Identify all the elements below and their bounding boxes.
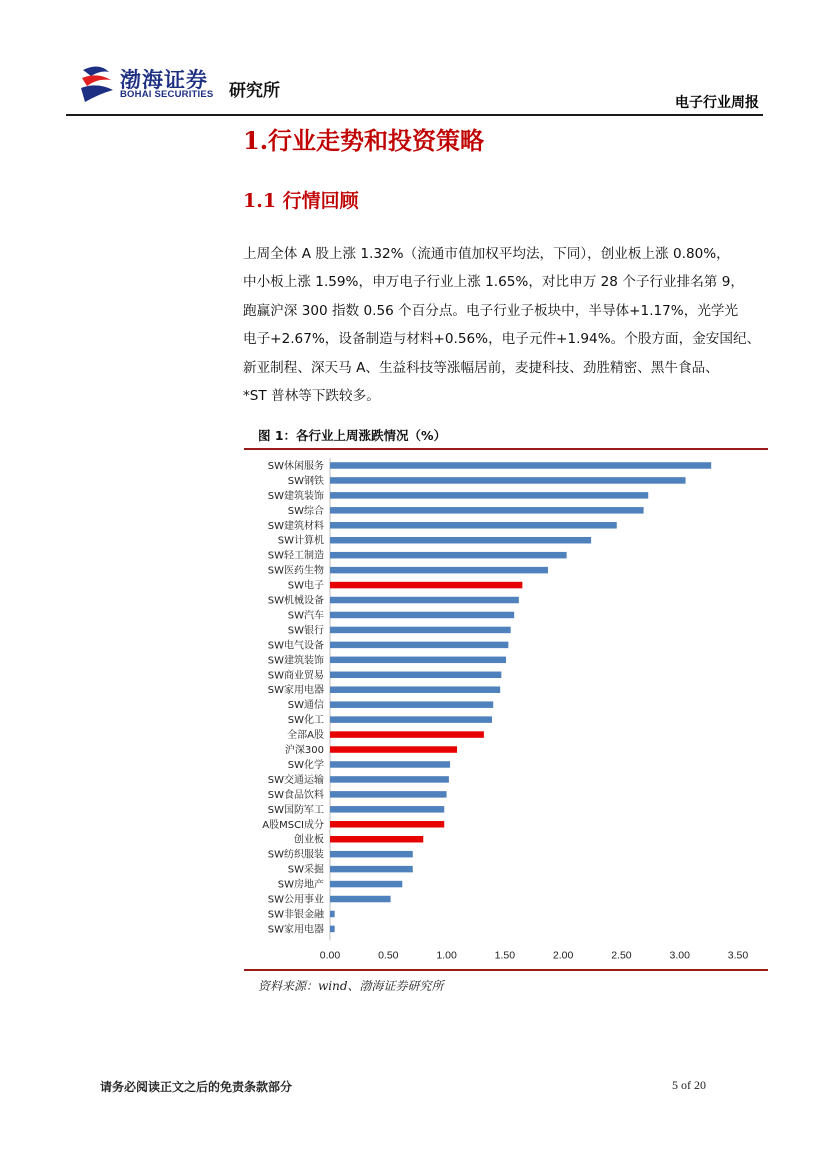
- bar: [330, 746, 457, 753]
- bar: [330, 866, 413, 873]
- bar: [330, 477, 686, 484]
- category-label: 创业板: [294, 834, 324, 846]
- bar: [330, 836, 423, 843]
- paragraph-line: 新亚制程、深天马 A、生益科技等涨幅居前，麦捷科技、劲胜精密、黑牛食品、: [243, 359, 719, 376]
- bar: [330, 462, 711, 469]
- category-label: 沪深300: [284, 745, 324, 757]
- bar: [330, 567, 548, 574]
- category-label: SW食品饮料: [267, 789, 324, 801]
- figure-top-rule: [244, 448, 768, 450]
- category-label: SW非银金融: [267, 909, 324, 921]
- institute-label: 研究所: [229, 81, 280, 101]
- category-label: SW综合: [287, 505, 324, 517]
- category-label: SW国防军工: [267, 804, 324, 816]
- category-label: SW通信: [287, 700, 324, 712]
- footer-disclaimer: 请务必阅读正文之后的免责条款部分: [100, 1080, 293, 1094]
- category-label: SW计算机: [277, 535, 324, 547]
- category-label: SW休闲服务: [267, 460, 324, 472]
- bar: [330, 731, 484, 738]
- category-label: SW纺织服装: [267, 849, 324, 861]
- category-label: SW汽车: [287, 610, 324, 622]
- category-label: SW商业贸易: [267, 670, 324, 682]
- category-label: SW化工: [287, 715, 324, 727]
- category-label: SW房地产: [277, 879, 324, 891]
- paragraph-line: 上周全体 A 股上涨 1.32%（流通市值加权平均法，下同），创业板上涨 0.80%，: [243, 246, 730, 262]
- bar: [330, 672, 501, 679]
- paragraph-line: 中小板上涨 1.59%，申万电子行业上涨 1.65%，对比申万 28 个子行业排名第 9，: [243, 274, 744, 291]
- bar: [330, 522, 617, 529]
- market-review-paragraph: [243, 240, 763, 410]
- category-label: SW建筑装饰: [267, 490, 324, 502]
- bar: [330, 761, 450, 768]
- logo-chinese-name: 渤海证券: [120, 67, 208, 92]
- section-heading: 1.行业走势和投资策略: [243, 126, 485, 155]
- page-header: [0, 0, 827, 116]
- category-label: SW轻工制造: [267, 550, 324, 562]
- x-tick-label: 2.00: [552, 949, 574, 962]
- paragraph-line: 跑赢沪深 300 指数 0.56 个百分点。电子行业子板块中，半导体+1.17%，光学光: [243, 302, 739, 319]
- bar: [330, 492, 648, 499]
- category-label: SW建筑材料: [267, 520, 324, 532]
- category-label: SW交通运输: [267, 774, 324, 786]
- category-label: 全部A股: [287, 730, 324, 742]
- bar: [330, 911, 335, 918]
- x-tick-label: 3.50: [727, 949, 749, 962]
- x-tick-label: 0.00: [319, 949, 341, 962]
- x-tick-label: 1.50: [494, 949, 516, 962]
- category-label: SW机械设备: [267, 595, 324, 607]
- bar: [330, 776, 449, 783]
- bar: [330, 597, 519, 604]
- paragraph-line: *ST 普林等下跌较多。: [243, 387, 380, 404]
- figure-source: 资料来源：wind、渤海证券研究所: [258, 979, 444, 993]
- category-label: SW化学: [287, 759, 324, 771]
- category-label: SW家用电器: [267, 685, 324, 697]
- bar: [330, 537, 591, 544]
- category-label: SW建筑装饰: [267, 655, 324, 667]
- bar: [330, 686, 500, 693]
- bar: [330, 926, 335, 933]
- bar: [330, 821, 444, 828]
- bar: [330, 627, 511, 634]
- subsection-heading: 1.1 行情回顾: [243, 190, 359, 212]
- category-label: SW银行: [287, 625, 324, 637]
- bar: [330, 806, 444, 813]
- category-label: A股MSCI成分: [262, 819, 324, 831]
- category-label: SW公用事业: [267, 894, 324, 906]
- category-label: SW采掘: [287, 864, 324, 876]
- category-label: SW电气设备: [267, 640, 324, 652]
- figure-title: 图 1：各行业上周涨跌情况（%）: [258, 428, 447, 443]
- logo-english-name: BOHAI SECURITIES: [120, 89, 214, 100]
- paragraph-line: 电子+2.67%，设备制造与材料+0.56%，电子元件+1.94%。个股方面，金安国纪、: [243, 331, 761, 348]
- bar: [330, 642, 508, 649]
- bar: [330, 851, 413, 858]
- figure-bottom-rule: [244, 969, 768, 971]
- x-tick-label: 3.00: [669, 949, 690, 962]
- bar: [330, 507, 644, 514]
- industry-change-bar-chart: [244, 452, 768, 967]
- bar: [330, 701, 493, 708]
- category-label: SW家用电器: [267, 924, 324, 936]
- bar: [330, 716, 492, 723]
- x-tick-label: 2.50: [611, 949, 632, 962]
- report-type: 电子行业周报: [675, 95, 759, 111]
- bar: [330, 896, 391, 903]
- bar: [330, 552, 567, 559]
- bar: [330, 582, 522, 589]
- category-label: SW钢铁: [287, 475, 324, 487]
- x-tick-label: 0.50: [378, 949, 399, 962]
- bohai-logo-icon: [79, 64, 115, 104]
- page-number: 5 of 20: [672, 1078, 706, 1092]
- category-label: SW医药生物: [267, 565, 324, 577]
- header-divider: [66, 114, 763, 116]
- bar: [330, 881, 402, 888]
- bar: [330, 612, 514, 619]
- category-label: SW电子: [287, 580, 324, 592]
- bar: [330, 657, 506, 664]
- x-tick-label: 1.00: [436, 949, 457, 962]
- bar: [330, 791, 447, 798]
